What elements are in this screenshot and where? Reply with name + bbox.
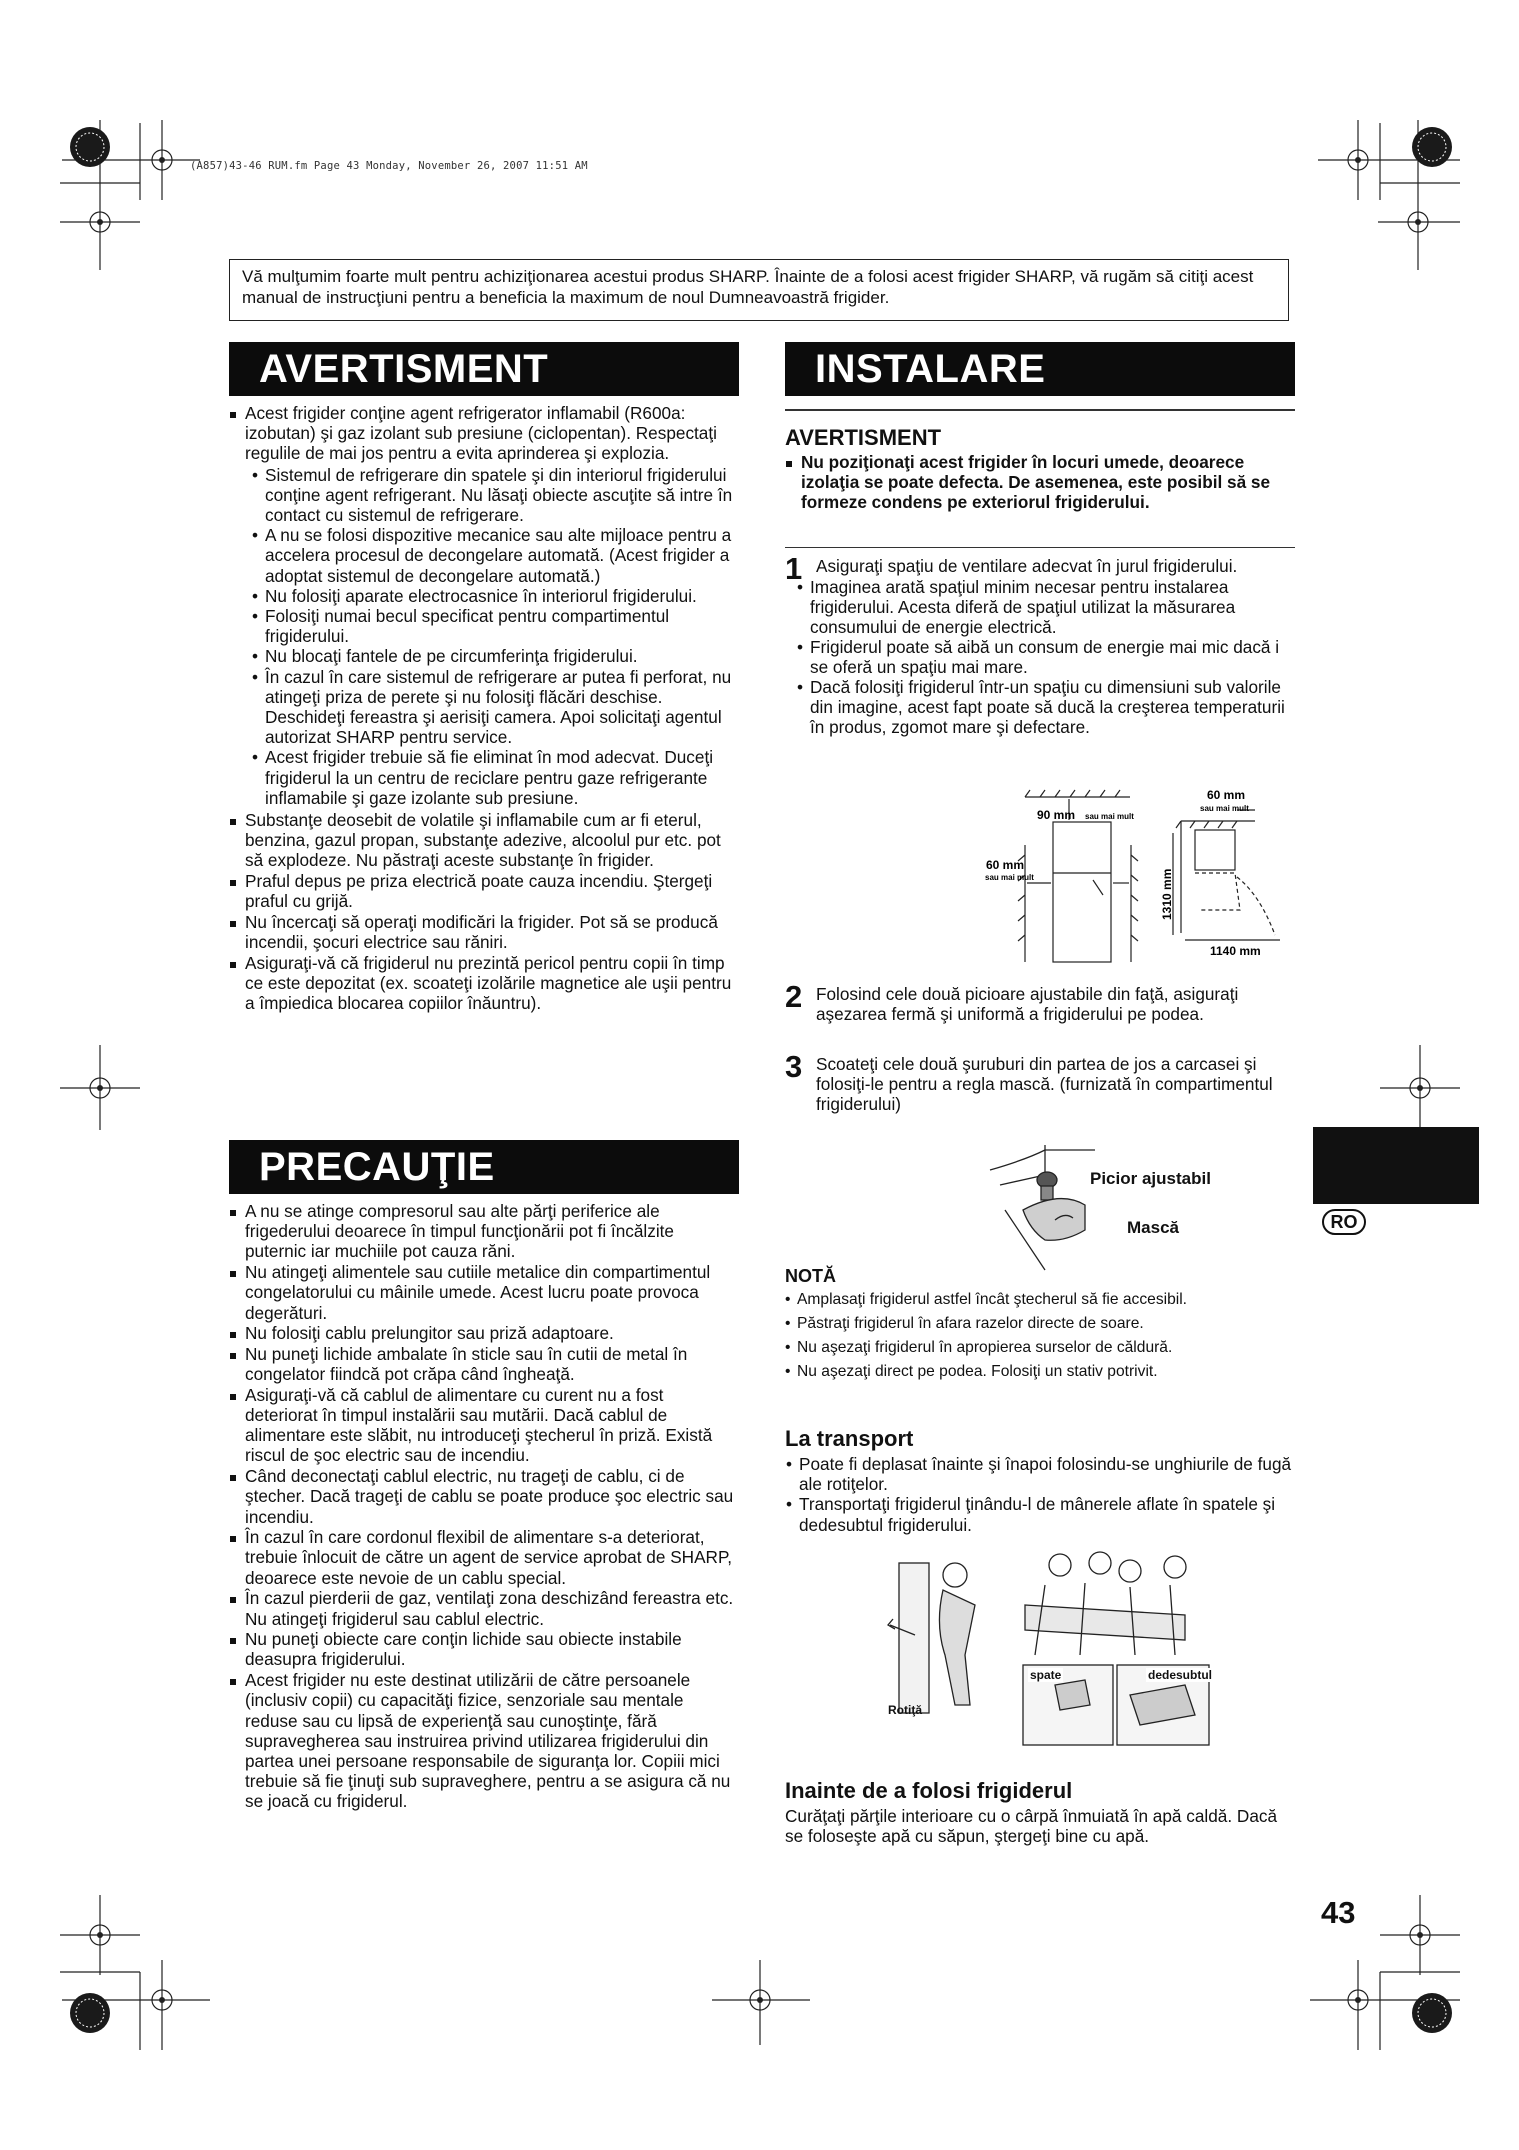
precautie-section (229, 1201, 739, 1812)
step-3 (785, 1049, 1295, 1114)
dim-height: 1310 mm (1160, 868, 1174, 920)
caution-item: Nu folosiţi cablu prelungitor sau priză adaptoare. (229, 1323, 739, 1343)
page-number: 43 (1321, 1895, 1356, 1930)
warning-item: Praful depus pe priza electrică poate cauza incendiu. Ştergeţi praful cu grijă. (229, 871, 739, 911)
warning-item: Substanţe deosebit de volatile şi inflamabile cum ar fi eterul, benzina, gazul propan, substanţe adezive, alcoolul pur etc. pot să explodeze. Nu păstraţi aceste substanţe în frigider. (229, 810, 739, 871)
note-title: NOTĂ (785, 1266, 836, 1286)
note-item: • Păstraţi frigiderul în afara razelor directe de soare. (785, 1312, 1295, 1336)
dim-right-note: sau mai mult (1200, 804, 1249, 813)
dim-top: 90 mm (1037, 808, 1076, 822)
language-tab (1313, 1127, 1479, 1204)
dim-side-note: sau mai mult (985, 873, 1034, 882)
clearance-diagram (985, 785, 1295, 965)
step-text: Asiguraţi spaţiu de ventilare adecvat în jurul frigiderului. (816, 556, 1238, 576)
caution-item: Asiguraţi-vă că cablul de alimentare cu curent nu a fost deteriorat în timpul instalării sau mutării. Dacă cablul de alimentare este slăbit, nu introduceţi ştecherul în priză. Există riscul de şoc electric sau de incendiu. (229, 1385, 739, 1466)
transport-title: La transport (785, 1426, 914, 1451)
before-use-text: Curăţaţi părţile interioare cu o cârpă înmuiată în apă caldă. Dacă se foloseşte apă cu săpun, ştergeţi bine cu apă. (785, 1806, 1278, 1847)
dim-side: 60 mm (986, 858, 1025, 872)
label-mask: Mască (1127, 1218, 1179, 1237)
warning-bullet: • Acest frigider trebuie să fie eliminat în mod adecvat. Duceţi frigiderul la un centru de reciclare pentru gaze refrigerante inflamabile şi gaze izolante sub presiune. (251, 747, 739, 808)
divider (785, 409, 1295, 411)
caution-item: Nu puneţi obiecte care conţin lichide sau obiecte instabile deasupra frigiderului. (229, 1629, 739, 1669)
divider (785, 547, 1295, 548)
warning-bullet: • Folosiţi numai becul specificat pentru compartimentul frigiderului. (251, 606, 739, 646)
step-bullet: • Dacă folosiţi frigiderul într-un spaţiu cu dimensiuni sub valorile din imagine, acest fapt poate să ducă la creşterea temperaturii în produs, zgomot mare şi defectare. (796, 677, 1295, 737)
print-info: (A857)43-46 RUM.fm Page 43 Monday, November 26, 2007 11:51 AM (190, 160, 588, 172)
warning-item: Asiguraţi-vă că frigiderul nu prezintă pericol pentru copii în timp ce este depozitat (ex. scoateţi izolările magnetice ale uşii pentru a împiedica blocarea copiilor înăuntru). (229, 953, 739, 1014)
note-section (785, 1265, 1295, 1384)
warning-bullet: • A nu se folosi dispozitive mecanice sau alte mijloace pentru a accelera procesul de decongelare automată. (Acest frigider a adoptat sistemul de decongelare automată.) (251, 525, 739, 586)
caution-item: Acest frigider nu este destinat utilizării de către persoanele (inclusiv copii) cu capacităţi fizice, senzoriale sau mentale reduse sau cu lipsă de experienţă sau cunoştinţe, fără supravegherea sau instruirea privind utilizarea frigiderului din partea unei persoane responsabile de siguranţa lor. Copiii mici trebuie să fie ţinuţi sub supraveghere, pentru a se asigura că nu se joacă cu frigiderul. (229, 1670, 739, 1811)
dim-depth: 1140 mm (1210, 944, 1261, 958)
install-warning-text: Nu poziţionaţi acest frigider în locuri umede, deoarece izolaţia se poate defecta. De asemenea, este posibil să se formeze condens pe exteriorul frigiderului. (785, 452, 1295, 513)
step-bullet: • Frigiderul poate să aibă un consum de energie mai mic dacă i se oferă un spaţiu mai mare. (796, 637, 1295, 677)
dim-top-note: sau mai mult (1085, 812, 1134, 821)
label-adjustable-foot: Picior ajustabil (1090, 1169, 1211, 1188)
caution-item: A nu se atinge compresorul sau alte părţi periferice ale frigederului deoarece în timpul funcţionării pot fi încălzite puternic iar muchiile pot cauza răni. (229, 1201, 739, 1262)
warning-bullet: • Sistemul de refrigerare din spatele şi din interiorul frigiderului conţine agent refrigerant. Nu lăsaţi obiecte ascuţite să intre în contact cu sistemul de refrigerare. (251, 465, 739, 526)
precautie-banner: PRECAUŢIE (229, 1140, 739, 1194)
install-warning-title: AVERTISMENT (785, 425, 942, 450)
note-item: • Amplasaţi frigiderul astfel încât ştecherul să fie accesibil. (785, 1288, 1295, 1312)
label-back: spate (1030, 1668, 1062, 1682)
instalare-banner: INSTALARE (785, 342, 1295, 396)
warning-bullet: • În cazul în care sistemul de refrigerare ar putea fi perforat, nu atingeţi priza de perete şi nu folosiţi flăcări deschise. Deschideţi fereastra şi aerisiţi camera. Apoi solicitaţi agentul autorizat SHARP pentru service. (251, 667, 739, 748)
intro-box: Vă mulţumim foarte mult pentru achiziţionarea acestui produs SHARP. Înainte de a folosi acest frigider SHARP, vă rugăm să citiţi acest manual de instrucţiuni pentru a beneficia la maximum de noul Dumneavoastră frigider. (229, 259, 1289, 321)
step-bullet: • Imaginea arată spaţiul minim necesar pentru instalarea frigiderului. Acesta diferă de spaţiul utilizat la măsurarea consumului de energie electrică. (796, 577, 1295, 637)
warning-bullet: • Nu folosiţi aparate electrocasnice în interiorul frigiderului. (251, 586, 739, 606)
dim-right: 60 mm (1207, 788, 1246, 802)
caution-item: Nu atingeţi alimentele sau cutiile metalice din compartimentul congelatorului cu mâinile umede. Acest lucru poate provoca degerături. (229, 1262, 739, 1323)
warning-item: Nu încercaţi să operaţi modificări la frigider. Pot să se producă incendii, şocuri electrice sau răniri. (229, 912, 739, 952)
step-number: 3 (785, 1049, 803, 1084)
before-use-title: Inainte de a folosi frigiderul (785, 1778, 1073, 1803)
step-1 (785, 551, 1295, 739)
caution-item: Nu puneţi lichide ambalate în sticle sau în cutii de metal în congelator fiindcă pot crăpa când îngheaţă. (229, 1344, 739, 1384)
step-2 (785, 979, 1295, 1024)
language-badge: RO (1322, 1209, 1366, 1235)
label-wheel: Rotiţă (888, 1703, 922, 1717)
note-item: • Nu aşezaţi frigiderul în apropierea surselor de căldură. (785, 1336, 1295, 1360)
step-number: 1 (785, 551, 803, 586)
install-warning (785, 425, 1295, 513)
caution-item: În cazul pierderii de gaz, ventilaţi zona deschizând fereastra etc. Nu atingeţi frigiderul sau cablul electric. (229, 1588, 739, 1628)
transport-section (785, 1426, 1295, 1537)
transport-item: • Transportaţi frigiderul ţinându-l de mânerele aflate în spatele şi dedesubtul frigiderului. (785, 1494, 1295, 1534)
caution-item: Când deconectaţi cablul electric, nu trageţi de cablu, ci de ştecher. Dacă trageţi de cablu se poate produce şoc electric sau incendiu. (229, 1466, 739, 1527)
note-item: • Nu aşezaţi direct pe podea. Folosiţi un stativ potrivit. (785, 1360, 1295, 1384)
transport-illustration (885, 1545, 1215, 1750)
step-text: Folosind cele două picioare ajustabile din faţă, asiguraţi aşezarea fermă şi uniformă a frigiderului pe podea. (816, 984, 1239, 1024)
before-use-section (785, 1778, 1295, 1846)
warning-item: Acest frigider conţine agent refrigerator inflamabil (R600a: izobutan) şi gaz izolant sub presiune (ciclopentan). Respectaţi regulile de mai jos pentru a evita aprinderea şi explozia. • Sistemul de refrigerare din spatele şi din interiorul frigiderului conţine agent refrigerant. Nu lăsaţi obiecte ascuţite să intre în contact cu sistemul de refrigerare. • A nu se folosi dispozitive mecanice sau alte mijloace pentru a accelera procesul de decongelare automată. (Acest frigider a adoptat sistemul de decongelare automată.) • Nu folosiţi aparate electrocasnice în interiorul frigiderului. • Folosiţi numai becul specificat pentru compartimentul frigiderului. • Nu blocaţi fantele de pe circumferinţa frigiderului. • În cazul în care sistemul de refrigerare ar putea fi perforat, nu atingeţi priza de perete şi nu folosiţi flăcări deschise. Deschideţi fereastra şi aerisiţi camera. Apoi solicitaţi agentul autorizat SHARP pentru service. • Acest frigider trebuie să fie eliminat în mod adecvat. Duceţi frigiderul la un centru de reciclare pentru gaze refrigerante inflamabile şi gaze izolante sub presiune. (229, 403, 739, 808)
avertisment-banner: AVERTISMENT (229, 342, 739, 396)
transport-item: • Poate fi deplasat înainte şi înapoi folosindu-se unghiurile de fugă ale rotiţelor. (785, 1454, 1295, 1494)
step-text: Scoateţi cele două şuruburi din partea de jos a carcasei şi folosiţi-le pentru a regla mască. (furnizată în compartimentul frigiderului) (816, 1054, 1273, 1114)
caution-item: În cazul în care cordonul flexibil de alimentare s-a deteriorat, trebuie înlocuit de către un agent de service aprobat de SHARP, deoarece este nevoie de un cablu special. (229, 1527, 739, 1588)
avertisment-section (229, 403, 739, 1014)
label-under: dedesubtul (1148, 1668, 1213, 1682)
step-number: 2 (785, 979, 803, 1014)
warning-bullet: • Nu blocaţi fantele de pe circumferinţa frigiderului. (251, 646, 739, 666)
adjustable-foot-illustration (985, 1130, 1105, 1280)
